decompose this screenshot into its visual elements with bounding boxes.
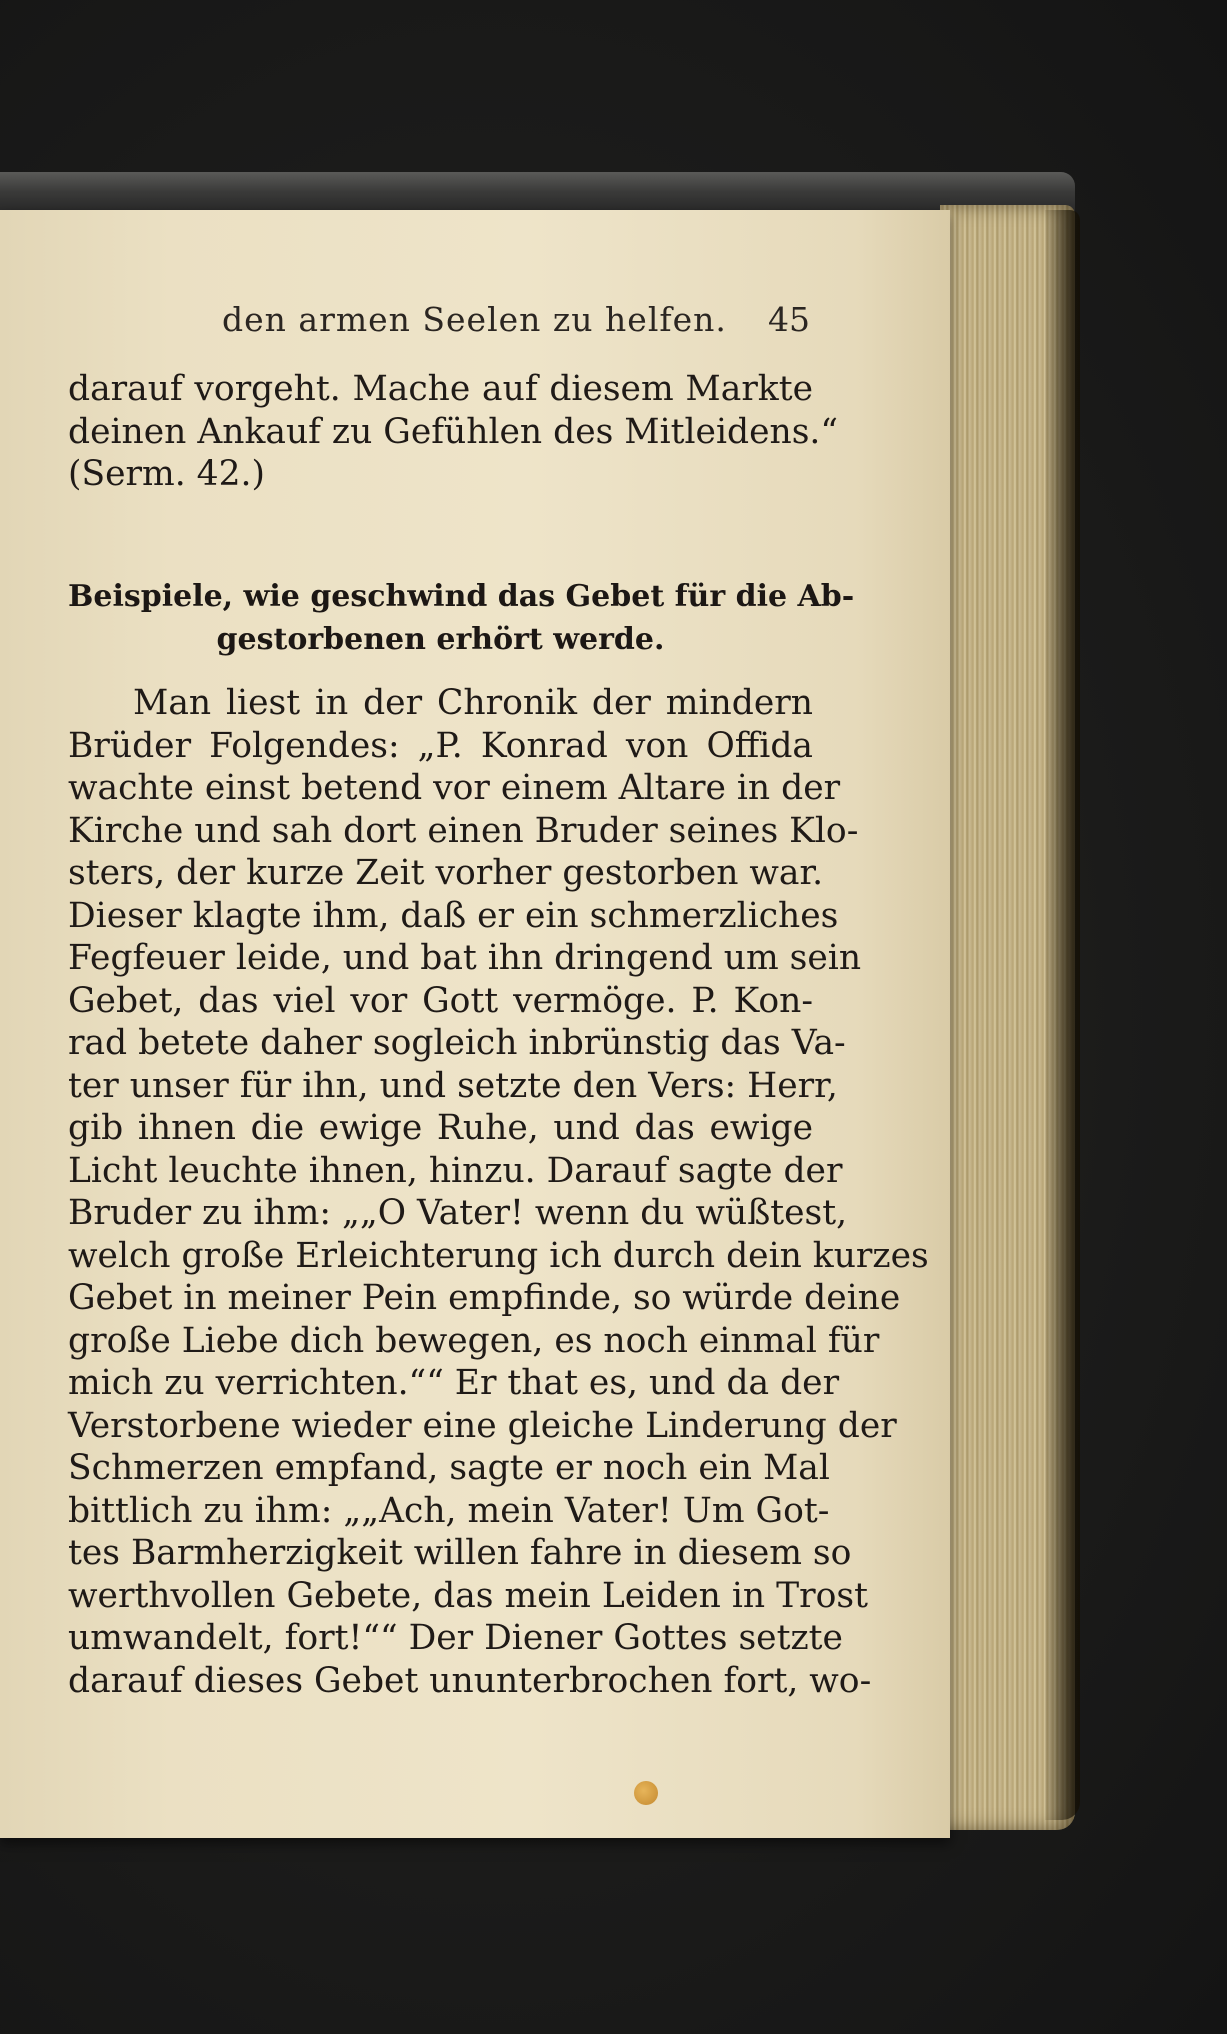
text-line: Man liest in der Chronik der mindern (133, 683, 813, 723)
text-line: darauf vorgeht. Mache auf diesem Markte (68, 369, 813, 409)
text-line: Bruder zu ihm: „„O Vater! wenn du wüßtest, (68, 1193, 848, 1233)
page-number: 45 (768, 300, 810, 339)
text-line: darauf dieses Gebet ununterbrochen fort, wo- (68, 1660, 872, 1701)
text-line: Brüder Folgendes: „P. Konrad von Offida (68, 725, 813, 766)
text-line: rad betete daher sogleich inbrünstig das Va- (68, 1023, 846, 1063)
text-line: Licht leuchte ihnen, hinzu. Darauf sagte der (68, 1150, 843, 1191)
heading-line: gestorbenen erhört werde. (216, 622, 665, 657)
running-head: den armen Seelen zu helfen. (222, 300, 727, 339)
text-line: (Serm. 42.) (68, 454, 265, 494)
text-line: werthvollen Gebete, das mein Leiden in Trost (68, 1575, 868, 1616)
text-line: Gebet in meiner Pein empfinde, so würde deine (68, 1278, 901, 1318)
text-line: mich zu verrichten.““ Er that es, und da der (68, 1363, 840, 1403)
text-line: welch große Erleichterung ich durch dein kurzes (68, 1235, 929, 1276)
text-line: Verstorbene wieder eine gleiche Linderung der (68, 1405, 897, 1446)
text-line: sters, der kurze Zeit vorher gestorben war. (68, 853, 824, 893)
heading-line: Beispiele, wie geschwind das Gebet für die Ab- (68, 579, 855, 614)
text-line: Schmerzen empfand, sagte er noch ein Mal (68, 1448, 830, 1488)
text-line: ter unser für ihn, und setzte den Vers: Herr, (68, 1065, 838, 1106)
section-heading (68, 575, 855, 661)
body-paragraph (68, 682, 929, 1702)
ink-spot (634, 1781, 658, 1805)
text-line: deinen Ankauf zu Gefühlen des Mitleidens.“ (68, 411, 839, 452)
text-line: tes Barmherzigkeit willen fahre in diesem so (68, 1533, 852, 1573)
text-line: wachte einst betend vor einem Altare in der (68, 768, 841, 808)
text-line: Gebet, das viel vor Gott vermöge. P. Kon- (68, 980, 813, 1021)
text-line: bittlich zu ihm: „„Ach, mein Vater! Um Got- (68, 1490, 830, 1531)
intro-paragraph (68, 368, 839, 496)
text-line: gib ihnen die ewige Ruhe, und das ewige (68, 1108, 813, 1148)
text-line: große Liebe dich bewegen, es noch einmal für (68, 1320, 880, 1361)
text-line: umwandelt, fort!““ Der Diener Gottes setzte (68, 1618, 843, 1658)
page-block-shadow (1045, 210, 1080, 1820)
text-line: Dieser klagte ihm, daß er ein schmerzliches (68, 895, 839, 936)
text-line: Fegfeuer leide, und bat ihn dringend um sein (68, 938, 862, 978)
text-line: Kirche und sah dort einen Bruder seines Klo- (68, 810, 859, 851)
